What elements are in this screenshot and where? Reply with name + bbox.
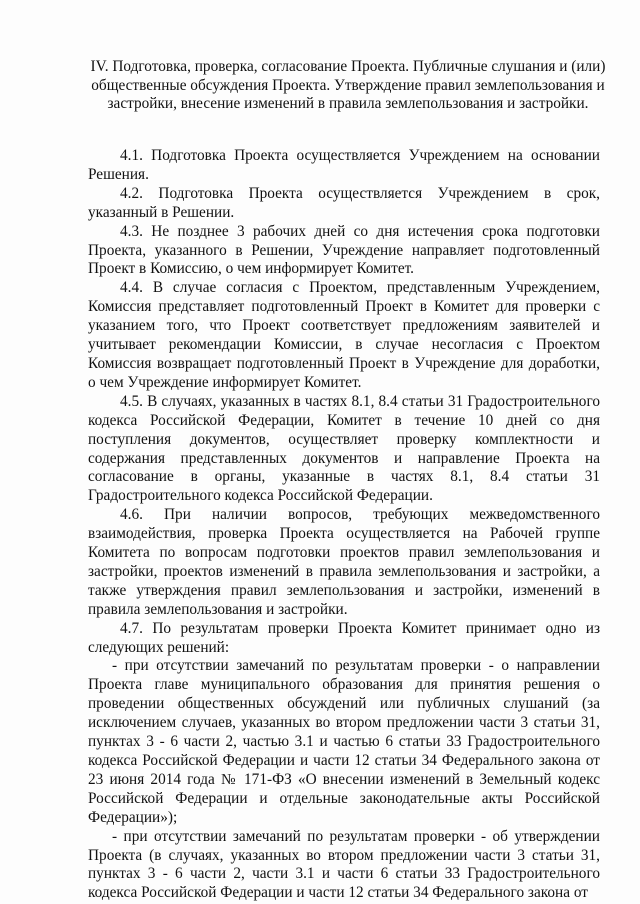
list-item-approve-project: - при отсутствии замечаний по результатам проверки - об утверждении Проекта (в случаях, указанных во втором предложении части 3 статьи 31, пунктах 3 - 6 части 2, части 3.1 и части 6 статьи 33 Градостроительного кодекса Российской Федерации и части 12 статьи 34 Федерального закона от [88, 827, 600, 902]
list-item-send-to-head: - при отсутствии замечаний по результатам проверки - о направлении Проекта главе муниципального образования для принятия решения о проведении общественных обсуждений или публичных слушаний (за исключением случаев, указанных во втором предложении части 3 статьи 31, пунктах 3 - 6 части 2, частью 3.1 и частью 6 статьи 33 Градостроительного кодекса Российской Федерации и части 12 статьи 34 Федерального закона от 23 июня 2014 года № 171-ФЗ «О внесении изменений в Земельный кодекс Российской Федерации и отдельные законодательные акты Российской Федерации»); [88, 657, 600, 826]
paragraph-4-5: 4.5. В случаях, указанных в частях 8.1, 8.4 статьи 31 Градостроительного кодекса Российской Федерации, Комитет в течение 10 дней со дня поступления документов, осуществляет проверку комплектности и содержания представленных документов и направление Проекта на согласование в органы, указанные в частях 8.1, 8.4 статьи 31 Градостроительного кодекса Российской Федерации. [88, 392, 600, 505]
paragraph-4-3: 4.3. Не позднее 3 рабочих дней со дня истечения срока подготовки Проекта, указанного в Решении, Учреждение направляет подготовленный Проект в Комиссию, о чем информирует Комитет. [88, 222, 600, 278]
paragraph-4-7: 4.7. По результатам проверки Проекта Комитет принимает одно из следующих решений: [88, 619, 600, 656]
paragraph-4-1: 4.1. Подготовка Проекта осуществляется Учреждением на основании Решения. [88, 147, 600, 183]
paragraph-4-2: 4.2. Подготовка Проекта осуществляется Учреждением в срок, указанный в Решении. [88, 184, 600, 221]
section-heading: IV. Подготовка, проверка, согласование Проекта. Публичные слушания и (или) общественные обсуждения Проекта. Утверждение правил землепользования и застройки, внесение изменений в правила землепользования и застройки. [90, 58, 606, 112]
document-body [88, 147, 600, 903]
paragraph-4-4: 4.4. В случае согласия с Проектом, представленным Учреждением, Комиссия представляет подготовленный Проект в Комитет для проверки с указанием того, что Проект соответствует предложениям заявителей и учитывает рекомендации Комиссии, в случае несогласия с Проектом Комиссия возвращает подготовленный Проект в Учреждение для доработки, о чем Учреждение информирует Комитет. [88, 279, 600, 391]
paragraph-4-6: 4.6. При наличии вопросов, требующих межведомственного взаимодействия, проверка Проекта осуществляется на Рабочей группе Комитета по вопросам подготовки проектов правил землепользования и застройки, проектов изменений в правила землепользования и застройки, а также утверждения правил землепользования и застройки, изменений в правила землепользования и застройки. [88, 506, 600, 618]
